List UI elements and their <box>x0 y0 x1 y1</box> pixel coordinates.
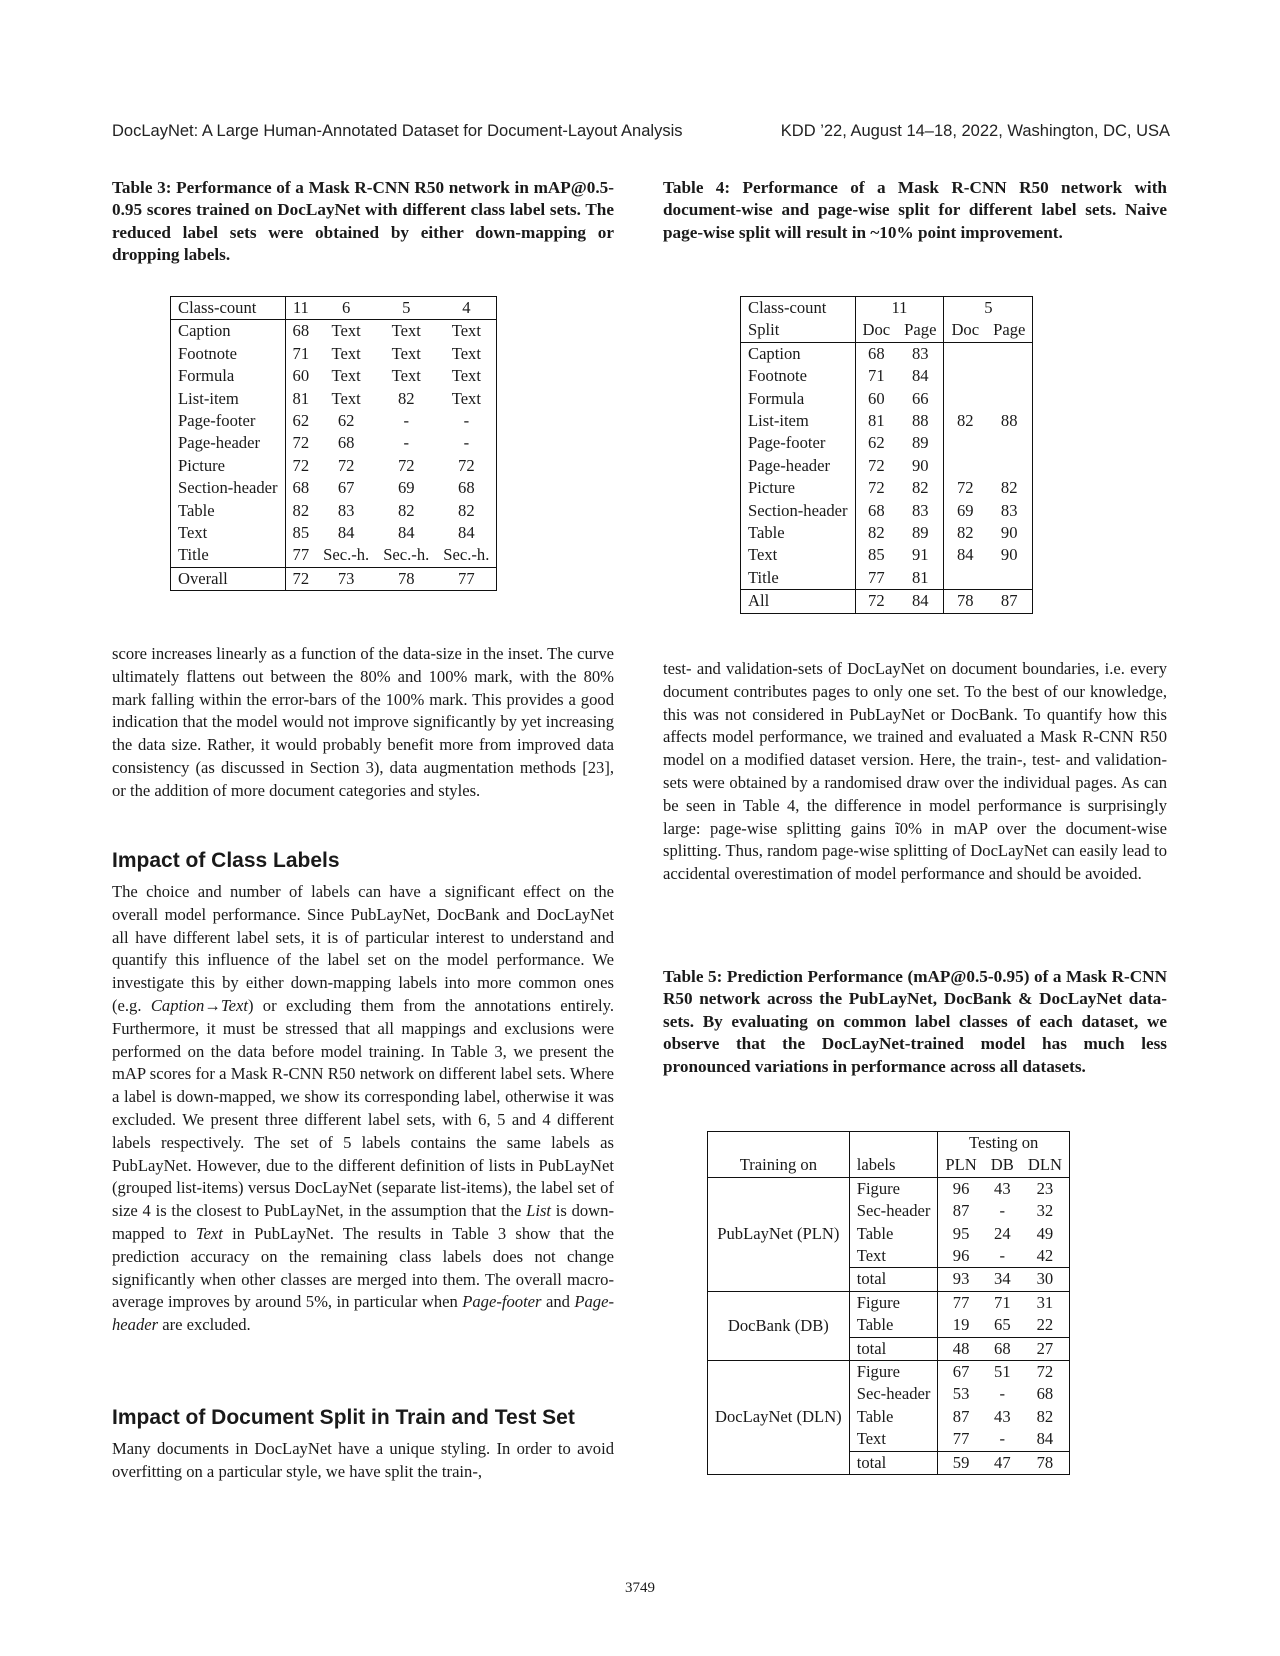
table-row <box>171 343 497 365</box>
table4-cell: 88 <box>912 411 929 431</box>
table3-cell: 72 <box>285 455 316 477</box>
table4-cell: List-item <box>748 411 809 431</box>
table3-cell: Sec.-h. <box>443 545 490 565</box>
table5-total-cell: 47 <box>984 1451 1021 1474</box>
text-run: ) or excluding them from the annotations entirely. Furthermore, it must be stressed that all mappings and exclusions were performed on the data before model training. In Table 3, we present the mAP scores for a Mask R-CNN R50 network on different label sets. Where a label is down-mapped, we show its corresponding label, otherwise it was excluded. We present three different label sets, with 6, 5 and 4 different labels respectively. The set of 5 labels contains the same labels as PubLayNet. However, due to the different definition of lists in PubLayNet (grouped list-items) versus DocLayNet (separate list-items), the label set of size 4 is the closest to PubLayNet, in the assumption that the <box>112 995 614 1221</box>
table3-cell: Text <box>451 388 481 408</box>
page-number: 3749 <box>625 1580 655 1596</box>
emphasis: Page-footer <box>462 1292 542 1312</box>
table4-cell: 69 <box>944 500 986 522</box>
table3-header-cell: Class-count <box>178 298 257 317</box>
table-row <box>708 1291 1070 1314</box>
table5-training-group: DocLayNet (DLN) <box>715 1407 842 1427</box>
table-row <box>741 522 1033 544</box>
table3-cell: 68 <box>285 477 316 499</box>
table3-cell: - <box>403 433 410 453</box>
table3-cell: - <box>463 433 470 453</box>
text-run: are excluded. <box>158 1315 251 1335</box>
table3-cell: 60 <box>285 365 316 387</box>
table4-cell: 89 <box>912 433 929 453</box>
table3-cell: 72 <box>337 455 355 475</box>
table-row <box>708 1177 1070 1200</box>
table3-caption: Table 3: Performance of a Mask R-CNN R50 network in mAP@0.5-0.95 scores trained on DocLayNet with different class label sets. The reduced label sets were obtained by either down-mapping or dropping labels. <box>112 178 614 265</box>
table3-cell: 84 <box>458 523 475 543</box>
table4-cell <box>944 388 986 410</box>
text-run: and <box>541 1292 575 1312</box>
table4-cell: Table <box>748 523 785 543</box>
table3-cell: Text <box>331 321 361 341</box>
table5-cell: 82 <box>1036 1406 1054 1426</box>
table3-footer-cell: Overall <box>178 568 228 588</box>
table4-subheader-cell: Doc <box>855 319 897 342</box>
table4-cell: Formula <box>748 388 805 408</box>
table4-cell: 60 <box>855 388 897 410</box>
running-header-title: DocLayNet: A Large Human-Annotated Dataset for Document-Layout Analysis <box>112 122 683 140</box>
table-row <box>171 410 497 432</box>
table4-cell: 85 <box>855 544 897 566</box>
table4-footer-cell: 78 <box>944 590 986 613</box>
table3-cell: 71 <box>285 343 316 365</box>
table5-cell: 87 <box>938 1200 984 1222</box>
table-row <box>741 342 1033 365</box>
table3-cell: 82 <box>285 500 316 522</box>
table-row <box>171 388 497 410</box>
table4-cell: 62 <box>855 432 897 454</box>
running-header-venue: KDD ’22, August 14–18, 2022, Washington, DC, USA <box>780 122 1170 140</box>
table3-cell: Text <box>178 523 208 543</box>
table3-cell: Table <box>178 500 215 520</box>
table3-cell: 82 <box>397 500 415 520</box>
text-run: is down-mapped to <box>112 1201 614 1243</box>
table5-cell: 19 <box>938 1314 984 1337</box>
table5-cell: 53 <box>938 1383 984 1405</box>
table4-subheader-cell: Page <box>904 320 937 340</box>
table3 <box>170 296 497 591</box>
table3-cell: 72 <box>397 455 415 475</box>
table5-caption: Table 5: Prediction Performance (mAP@0.5-0.95) of a Mask R-CNN R50 network across the PubLayNet, DocBank & DocLayNet data-sets. By evaluating on common label classes of each dataset, we observe that the DocLayNet-trained model has much less pronounced variations in performance across all datasets. <box>663 967 1167 1076</box>
table5-cell: 87 <box>938 1406 984 1428</box>
table-row <box>708 1361 1070 1384</box>
table3-cell: 69 <box>397 478 415 498</box>
table3-cell: Text <box>331 388 361 408</box>
table5-cell: Text <box>849 1245 938 1268</box>
table4-header-cell: Class-count <box>748 298 827 317</box>
table5-total-cell: total <box>849 1451 938 1474</box>
table4-cell: 83 <box>912 500 929 520</box>
table4-cell: 68 <box>855 342 897 365</box>
table-row <box>171 365 497 387</box>
table4-cell: 90 <box>1000 523 1018 543</box>
table3-cell: Title <box>178 545 209 565</box>
table3-grid <box>170 296 497 591</box>
table3-cell: 67 <box>337 478 355 498</box>
table5-cell: Sec-header <box>849 1200 938 1222</box>
table4-cell: Footnote <box>748 366 808 386</box>
table5-cell: 22 <box>1036 1315 1054 1335</box>
table4-subheader-cell: Doc <box>944 319 986 342</box>
table3-header-cell: 5 <box>402 298 411 317</box>
table4-cell: 66 <box>912 388 929 408</box>
table3-cell: 72 <box>458 455 475 475</box>
table5-testing-on: Testing on <box>938 1132 1070 1155</box>
table5-cell: Figure <box>849 1291 938 1314</box>
table4-cell: Title <box>748 567 779 587</box>
table3-cell: - <box>403 411 410 431</box>
table5-cell: 24 <box>994 1223 1011 1243</box>
table5-cell: - <box>999 1384 1006 1404</box>
table3-cell: Picture <box>178 455 226 475</box>
table5-total-cell: 59 <box>938 1451 984 1474</box>
table5-cell: 32 <box>1036 1201 1054 1221</box>
table4-cell: Section-header <box>748 500 848 520</box>
table3-cell: Text <box>391 321 421 341</box>
table3-footer-cell: 78 <box>397 568 415 588</box>
table-row <box>171 477 497 499</box>
emphasis: List <box>526 1201 552 1221</box>
table5-training-group: DocBank (DB) <box>727 1315 829 1335</box>
table4-footer-cell: All <box>748 591 770 611</box>
document-split-paragraph: Many documents in DocLayNet have a unique styling. In order to avoid overfitting on a particular style, we have split the train-, <box>112 1439 614 1481</box>
table4-cell: 81 <box>855 410 897 432</box>
table5-total-cell: 30 <box>1021 1268 1070 1291</box>
table-row <box>741 477 1033 499</box>
table5-cell: 43 <box>994 1178 1011 1198</box>
table3-cell: Page-footer <box>178 411 256 431</box>
right-column-paragraph: test- and validation-sets of DocLayNet on document boundaries, i.e. every document contributes pages to only one set. To the best of our knowledge, this was not considered in PubLayNet or DocBank. To quantify how this affects model performance, we trained and evaluated a Mask R-CNN R50 model on a modified dataset version. Here, the train-, test- and validation-sets were obtained by a randomised draw over the individual pages. As can be seen in Table 4, the difference in model performance is surprisingly large: page-wise splitting gains ĩ0% in mAP over the document-wise splitting. Thus, random page-wise splitting of DocLayNet can easily lead to accidental overestimation of model performance and should be avoided. <box>663 659 1167 884</box>
table3-cell: Text <box>451 343 481 363</box>
left-intro-paragraph: score increases linearly as a function of the data-size in the inset. The curve ultimately flattens out between the 80% and 100% mark, with the 80% mark falling within the error-bars of the 100% mark. This provides a good indication that the model would not improve significantly by yet increasing the data size. Rather, it would probably benefit more from improved data consistency (as discussed in Section 3), data augmentation methods [23], or the addition of more document categories and styles. <box>112 644 614 800</box>
table-row <box>741 388 1033 410</box>
table5-cell: 77 <box>938 1291 984 1314</box>
table-row <box>741 432 1033 454</box>
table3-footer-cell: 72 <box>285 567 316 590</box>
table4-cell: 84 <box>944 544 986 566</box>
table4-caption: Table 4: Performance of a Mask R-CNN R50 network with document-wise and page-wise split for different label sets. Naive page-wise split will result in ~10% point improvement. <box>663 178 1167 242</box>
table5-cell: 23 <box>1036 1178 1054 1198</box>
table3-cell: - <box>463 411 470 431</box>
table5-cell: Sec-header <box>849 1383 938 1405</box>
table-row <box>741 500 1033 522</box>
table5-total-cell: 27 <box>1021 1337 1070 1360</box>
table4-cell: 72 <box>855 477 897 499</box>
table5-cell: Figure <box>849 1177 938 1200</box>
text-run: The choice and number of labels can have a significant effect on the overall model performance. Since PubLayNet, DocBank and DocLayNet all have different label sets, it is of particular interest to understand and quantify this influence of the label set on the model performance. We investigate this by either down-mapping labels into more common ones (e.g. <box>112 882 614 1015</box>
table3-cell: 83 <box>337 500 355 520</box>
table-row <box>171 544 497 567</box>
table4-cell <box>986 567 1033 590</box>
table5-cell: Figure <box>849 1361 938 1384</box>
emphasis: Page-header <box>112 1292 614 1335</box>
table4-header-cell: 5 <box>944 297 1033 320</box>
table3-cell: Text <box>451 321 481 341</box>
table5-cell: Table <box>849 1223 938 1245</box>
table3-cell: Text <box>391 343 421 363</box>
table5-total-cell: total <box>849 1337 938 1360</box>
table3-cell: 68 <box>458 478 475 498</box>
table3-cell: 62 <box>337 411 355 431</box>
table5-cell: - <box>999 1201 1006 1221</box>
table5-cell: - <box>999 1429 1006 1449</box>
table5-cell: Table <box>849 1406 938 1428</box>
table5-training-group: PubLayNet (PLN) <box>717 1224 840 1244</box>
table4-cell: 77 <box>855 567 897 590</box>
table3-cell: Sec.-h. <box>383 545 430 565</box>
table3-cell: Footnote <box>178 343 238 363</box>
table-row <box>171 320 497 343</box>
text-run: in PubLayNet. The results in Table 3 show that the prediction accuracy on the remaining class labels does not change significantly when other classes are merged into them. The overall macro-average improves by around 5%, in particular when <box>112 1223 614 1312</box>
table3-cell: Formula <box>178 366 235 386</box>
table4 <box>740 296 1033 614</box>
table4-cell: 68 <box>855 500 897 522</box>
table5-cell: 65 <box>994 1315 1011 1335</box>
table4-cell: 81 <box>912 567 929 587</box>
table4-cell <box>944 455 986 477</box>
table5-total-cell: 93 <box>938 1268 984 1291</box>
table4-cell: 82 <box>944 522 986 544</box>
table-row <box>171 500 497 522</box>
table3-footer-cell: 77 <box>458 568 475 588</box>
table3-cell: Section-header <box>178 478 278 498</box>
table5-cell: 84 <box>1036 1429 1054 1449</box>
table5-cell: 72 <box>1036 1362 1054 1382</box>
table5-cell: 71 <box>994 1292 1011 1312</box>
table3-cell: Text <box>451 366 481 386</box>
table4-cell: 83 <box>912 343 929 363</box>
table4-header-cell: 11 <box>855 297 944 320</box>
table4-cell: 72 <box>944 477 986 499</box>
table5-cell: 67 <box>938 1361 984 1384</box>
table4-cell <box>986 388 1033 410</box>
table4-cell: 82 <box>912 478 929 498</box>
table4-cell: 82 <box>855 522 897 544</box>
table3-cell: Sec.-h. <box>323 545 370 565</box>
table4-cell: 84 <box>912 366 929 386</box>
table4-footer-cell: 87 <box>1000 591 1018 611</box>
table5-total-cell: 34 <box>984 1268 1021 1291</box>
table4-cell <box>944 365 986 387</box>
table4-cell <box>986 432 1033 454</box>
table5-cell: Table <box>849 1314 938 1337</box>
table-row <box>741 544 1033 566</box>
table4-footer-cell: 84 <box>912 591 929 611</box>
table5-cell: - <box>999 1246 1006 1266</box>
table5-col-header: PLN <box>938 1154 984 1177</box>
table3-cell: 84 <box>397 523 415 543</box>
table4-cell <box>944 567 986 590</box>
table5-cell: 43 <box>994 1406 1011 1426</box>
table-row <box>741 410 1033 432</box>
table3-cell: Text <box>391 366 421 386</box>
emphasis: Text <box>195 1223 223 1243</box>
table3-cell: 77 <box>285 544 316 567</box>
table4-footer-cell: 72 <box>855 590 897 613</box>
table5-col-labels: labels <box>849 1132 938 1178</box>
table5-total-cell: 78 <box>1021 1451 1070 1474</box>
table4-cell: Text <box>748 545 778 565</box>
table4-grid <box>740 296 1033 614</box>
table5-cell: 96 <box>938 1245 984 1268</box>
table3-cell: Text <box>331 366 361 386</box>
table3-cell: List-item <box>178 388 239 408</box>
table3-cell: 85 <box>285 522 316 544</box>
table5-cell: 68 <box>1036 1384 1054 1404</box>
section-heading-class-labels: Impact of Class Labels <box>112 849 340 872</box>
table4-cell <box>986 342 1033 365</box>
table4-cell: 88 <box>1000 411 1018 431</box>
table-row <box>741 455 1033 477</box>
table3-cell: 72 <box>285 432 316 454</box>
table-row <box>171 522 497 544</box>
table5-cell: 77 <box>938 1428 984 1451</box>
table4-cell: 89 <box>912 523 929 543</box>
table5-cell: 51 <box>994 1362 1011 1382</box>
table4-cell: 90 <box>1000 545 1018 565</box>
table4-cell: 82 <box>944 410 986 432</box>
table3-cell: 68 <box>285 320 316 343</box>
table4-cell <box>986 365 1033 387</box>
table4-cell <box>944 342 986 365</box>
emphasis: Caption→Text <box>150 995 248 1015</box>
table5-cell: Text <box>849 1428 938 1451</box>
table3-cell: 84 <box>337 523 355 543</box>
table4-cell: Picture <box>748 478 796 498</box>
table3-cell: 68 <box>337 433 355 453</box>
table4-cell: Page-header <box>748 455 830 475</box>
table3-cell: Text <box>331 343 361 363</box>
table3-cell: 82 <box>458 500 475 520</box>
table5-cell: 42 <box>1036 1246 1054 1266</box>
table4-cell: 71 <box>855 365 897 387</box>
table4-cell: 90 <box>912 455 929 475</box>
table5-total-cell: 68 <box>984 1337 1021 1360</box>
table3-header-cell: 4 <box>462 298 471 317</box>
table4-cell: 82 <box>1000 478 1018 498</box>
table4-cell: Page-footer <box>748 433 826 453</box>
table3-header-cell: 6 <box>342 298 351 317</box>
table4-cell <box>986 455 1033 477</box>
table3-cell: Page-header <box>178 433 260 453</box>
table5-total-cell: total <box>849 1268 938 1291</box>
table-row <box>741 567 1033 590</box>
table5 <box>707 1131 1070 1475</box>
table3-cell: 81 <box>285 388 316 410</box>
table5-cell: 49 <box>1036 1223 1054 1243</box>
table5-cell: 96 <box>938 1177 984 1200</box>
table-row <box>741 365 1033 387</box>
table4-cell: 72 <box>855 455 897 477</box>
table5-total-cell: 48 <box>938 1337 984 1360</box>
table3-cell: 82 <box>397 388 415 408</box>
table4-subheader-cell: Page <box>993 320 1026 340</box>
table5-col-header: DB <box>990 1155 1014 1175</box>
class-labels-paragraph <box>112 881 614 1337</box>
table4-subheader-cell: Split <box>748 320 780 340</box>
table4-cell: 91 <box>912 545 929 565</box>
table3-header-cell: 11 <box>285 297 316 320</box>
table3-footer-cell: 73 <box>337 568 355 588</box>
table3-cell: 62 <box>285 410 316 432</box>
table5-cell: 95 <box>938 1223 984 1245</box>
table4-cell: 83 <box>1000 500 1018 520</box>
table3-cell: Caption <box>178 321 231 341</box>
table-row <box>171 432 497 454</box>
table4-cell <box>944 432 986 454</box>
table5-grid <box>707 1131 1070 1475</box>
table5-cell: 31 <box>1036 1292 1054 1312</box>
table5-col-header: DLN <box>1027 1155 1062 1175</box>
table-row <box>171 455 497 477</box>
table4-cell: Caption <box>748 343 801 363</box>
table5-col-training: Training on <box>739 1155 817 1175</box>
section-heading-document-split: Impact of Document Split in Train and Test Set <box>112 1406 575 1429</box>
